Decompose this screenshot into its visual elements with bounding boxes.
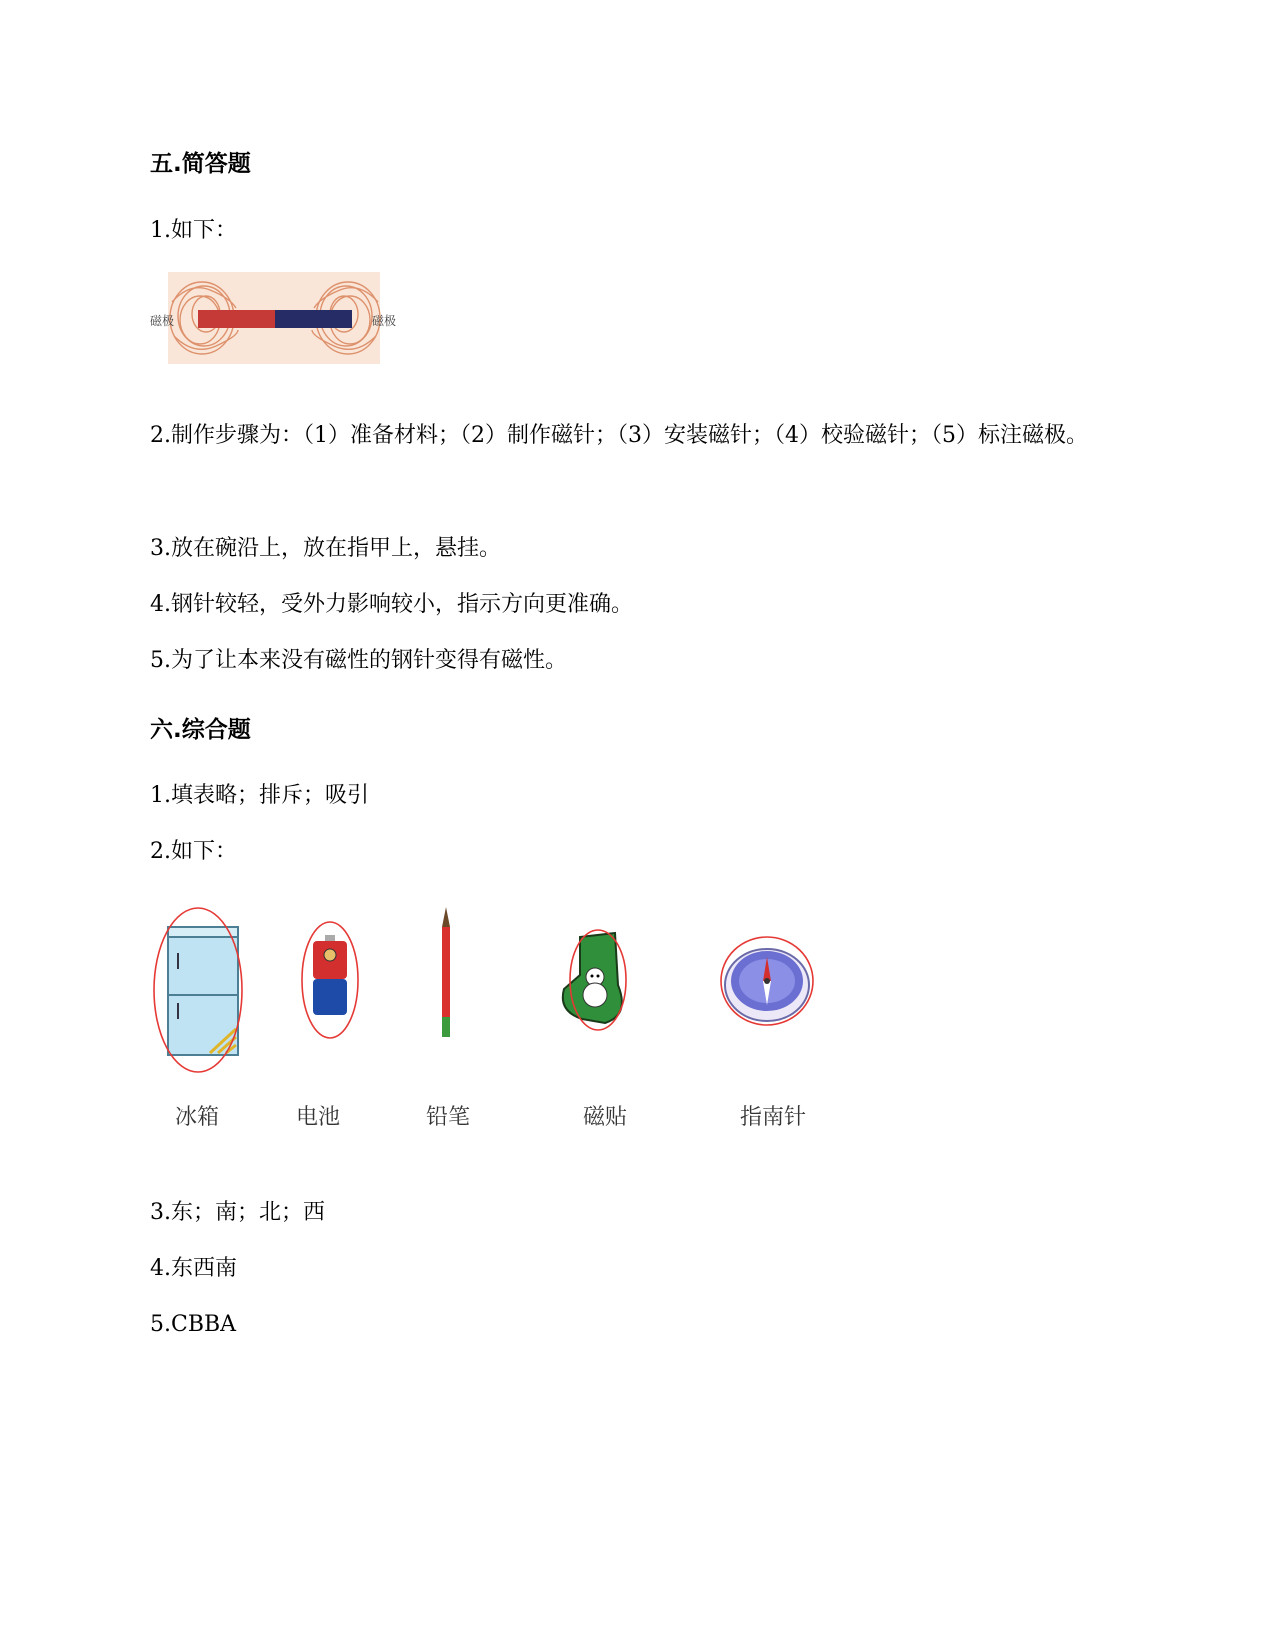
answer-5-3: 3.放在碗沿上，放在指甲上，悬挂。 [150,536,501,561]
magnet-left-pole-label: 磁极 [150,314,175,328]
section-5-heading: 五.简答题 [150,151,251,177]
magnet-figure [150,272,400,368]
caption-magnetic-sticker: 磁贴 [582,1105,627,1130]
battery-icon [302,922,358,1038]
pencil-icon [442,907,450,1037]
objects-figure [150,905,850,1085]
answer-5-5: 5.为了让本来没有磁性的钢针变得有磁性。 [150,648,567,673]
answer-5-4: 4.钢针较轻，受外力影响较小，指示方向更准确。 [150,592,633,617]
section-6-heading: 六.综合题 [150,717,251,743]
answer-6-1: 1.填表略；排斥；吸引 [150,783,369,808]
objects-attracted-by-magnet-image [150,905,850,1085]
magnet-right-pole-label: 磁极 [372,314,397,328]
fridge-icon [154,908,242,1072]
answer-6-5: 5.CBBA [150,1312,237,1337]
answer-5-1: 1.如下： [150,218,237,243]
magnetic-sticker-icon [563,930,626,1030]
caption-fridge: 冰箱 [174,1105,219,1130]
bar-magnet-with-iron-filings-image [150,272,400,364]
caption-battery: 电池 [295,1105,340,1130]
answer-5-2: 2.制作步骤为：（1）准备材料；（2）制作磁针；（3）安装磁针；（4）校验磁针；（5）标注磁极。 [150,423,1088,448]
caption-pencil: 铅笔 [425,1105,470,1130]
answer-6-4: 4.东西南 [150,1256,237,1281]
compass-icon [721,937,813,1025]
answer-6-3: 3.东；南；北；西 [150,1200,325,1225]
answer-6-2: 2.如下： [150,839,237,864]
caption-compass: 指南针 [739,1105,806,1130]
